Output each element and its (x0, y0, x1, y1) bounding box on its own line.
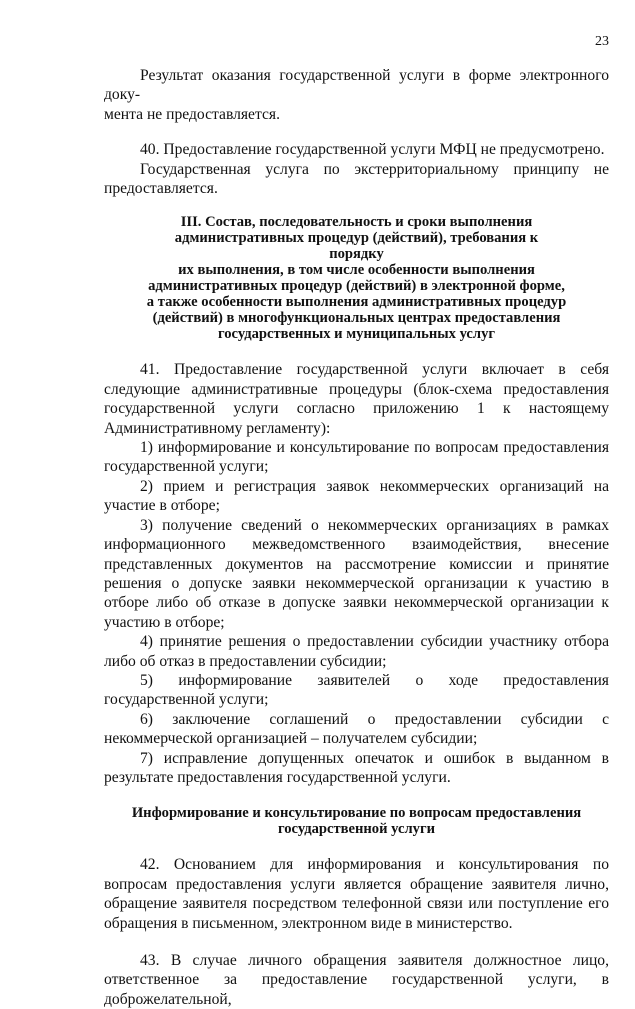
list-item: 4) принятие решения о предоставлении субсидии участнику отбора либо об отказ в предоставлении субсидии; (104, 633, 609, 670)
subsection-heading-line: Информирование и консультирование по вопросам предоставления (131, 805, 582, 822)
section-3-heading-line: административных процедур (действий), требования к порядку (174, 230, 539, 263)
paragraph-42: 42. Основанием для информирования и консультирования по вопросам предоставления услуги является обращение заявителя лично, обращение заявителя посредством телефонной связи или поступление его обращения в письменном, электронном виде в министерство. (104, 856, 609, 932)
subsection-heading (122, 805, 592, 837)
list-item: 5) информирование заявителей о ходе предоставления государственной услуги; (104, 671, 609, 709)
paragraph-43: 43. В случае личного обращения заявителя должностное лицо, ответственное за предоставление государственной услуги, в доброжелательной, (104, 952, 609, 1008)
section-3-heading (147, 214, 567, 342)
page-content (104, 66, 609, 1009)
section-3-heading-line: их выполнения, в том числе особенности выполнения (178, 262, 535, 279)
section-3-heading-line: (действий) в многофункциональных центрах предоставления (152, 310, 561, 327)
section-3-heading-line: административных процедур (действий) в электронной форме, (148, 278, 565, 295)
list-item: 7) исправление допущенных опечаток и ошибок в выданном в результате предоставления государственной услуги. (104, 749, 609, 786)
section-3-heading-line: а также особенности выполнения административных процедур (146, 294, 567, 311)
list-item: 6) заключение соглашений о предоставлении субсидии с некоммерческой организацией – получателем субсидии; (104, 710, 609, 748)
list-item: 2) прием и регистрация заявок некоммерческих организаций на участие в отборе; (104, 477, 609, 515)
section-3-heading-line: государственных и муниципальных услуг (217, 326, 496, 343)
subsection-heading-line: государственной услуги (277, 821, 436, 838)
list-item: 1) информирование и консультирование по вопросам предоставления государственной услуги; (104, 439, 609, 476)
paragraph-40-extraterritorial: Государственная услуга по экстерриториальному принципу не предоставляется. (104, 160, 609, 198)
page-number: 23 (595, 34, 609, 49)
paragraph-result-line-1: Результат оказания государственной услуги в форме электронного доку- (104, 67, 609, 104)
paragraph-result-line-2: мента не предоставляется. (104, 105, 280, 123)
paragraph-41: 41. Предоставление государственной услуги включает в себя следующие административные процедуры (блок-схема предоставления государственной услуги согласно приложению 1 к настоящему Административному регламенту): (104, 361, 609, 437)
section-3-heading-line: III. Состав, последовательность и сроки выполнения (180, 214, 533, 231)
list-item: 3) получение сведений о некоммерческих организациях в рамках информационного межведомственного взаимодействия, внесение представленных документов на рассмотрение комиссии и принятие решения о допуске заявки некоммерческой организации к участию в отборе либо об отказе в допуске заявки некоммерческой организации к участию в отборе; (104, 516, 609, 631)
paragraph-40: 40. Предоставление государственной услуги МФЦ не предусмотрено. (140, 141, 605, 159)
